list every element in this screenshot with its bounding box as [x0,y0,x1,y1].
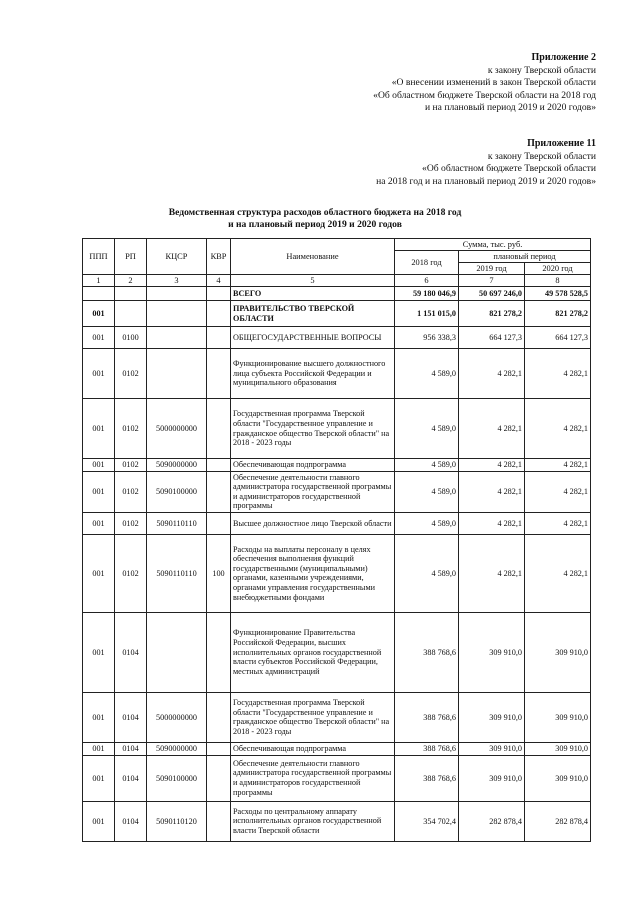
cell-2019: 4 282,1 [459,512,525,534]
table-row [83,692,591,742]
header-2019: 2019 год [459,263,525,275]
cell-kcsr: 5090100000 [147,471,207,512]
cell-ppp: 001 [83,512,115,534]
cell-name: ПРАВИТЕЛЬСТВО ТВЕРСКОЙ ОБЛАСТИ [231,301,395,327]
cell-2019: 309 910,0 [459,755,525,801]
appendix-11-title: Приложение 11 [527,138,596,149]
table-row [83,612,591,692]
cell-2018: 1 151 015,0 [395,301,459,327]
cell-ppp: 001 [83,534,115,612]
cell-2018: 388 768,6 [395,755,459,801]
cell-2018: 4 589,0 [395,399,459,459]
table-row [83,349,591,399]
cell-2018: 354 702,4 [395,801,459,841]
cell-kcsr [147,349,207,399]
cell-2018: 59 180 046,9 [395,287,459,301]
cell-rp: 0102 [115,512,147,534]
header-kcsr: КЦСР [147,239,207,275]
col-number: 7 [459,275,525,287]
cell-rp: 0102 [115,459,147,472]
cell-ppp [83,287,115,301]
budget-table [82,238,591,842]
cell-ppp: 001 [83,459,115,472]
cell-2020: 309 910,0 [525,755,591,801]
cell-rp: 0104 [115,692,147,742]
cell-2020: 4 282,1 [525,512,591,534]
cell-kvr [207,612,231,692]
appendix-2-line: и на плановый период 2019 и 2020 годов» [425,102,596,114]
cell-ppp: 001 [83,742,115,755]
cell-name: Расходы по центральному аппарату исполнительных органов государственной власти Тверской области [231,801,395,841]
col-number: 3 [147,275,207,287]
col-number: 8 [525,275,591,287]
cell-kvr: 100 [207,534,231,612]
cell-2019: 309 910,0 [459,742,525,755]
appendix-11-line: на 2018 год и на плановый период 2019 и 2020 годов» [376,175,596,187]
cell-kcsr: 5090000000 [147,459,207,472]
cell-kvr [207,692,231,742]
cell-kcsr: 5090110110 [147,534,207,612]
header-2020: 2020 год [525,263,591,275]
cell-2018: 388 768,6 [395,692,459,742]
appendix-11-header [376,138,596,188]
cell-rp: 0104 [115,801,147,841]
cell-name: Расходы на выплаты персоналу в целях обеспечения выполнения функций государственными (муниципальными) органами, казенными учреждениями, органами управления государственными внебюджетными фондами [231,534,395,612]
cell-2018: 388 768,6 [395,742,459,755]
cell-ppp: 001 [83,301,115,327]
col-number: 4 [207,275,231,287]
cell-kvr [207,512,231,534]
cell-2018: 4 589,0 [395,349,459,399]
cell-2019: 821 278,2 [459,301,525,327]
cell-2020: 309 910,0 [525,692,591,742]
cell-2020: 4 282,1 [525,349,591,399]
cell-kvr [207,471,231,512]
appendix-2-header [373,52,596,115]
cell-2019: 4 282,1 [459,534,525,612]
header-ppp: ППП [83,239,115,275]
cell-2018: 956 338,3 [395,327,459,349]
col-number: 5 [231,275,395,287]
cell-ppp: 001 [83,692,115,742]
cell-2019: 4 282,1 [459,399,525,459]
cell-kvr [207,349,231,399]
document-title-line: Ведомственная структура расходов областного бюджета на 2018 год [168,207,462,218]
header-kvr: КВР [207,239,231,275]
cell-kvr [207,459,231,472]
cell-kvr [207,301,231,327]
cell-rp: 0104 [115,755,147,801]
cell-2020: 4 282,1 [525,459,591,472]
cell-2020: 49 578 528,5 [525,287,591,301]
table-row [83,399,591,459]
cell-rp [115,287,147,301]
cell-name: Обеспечивающая подпрограмма [231,742,395,755]
cell-2020: 4 282,1 [525,534,591,612]
cell-ppp: 001 [83,327,115,349]
cell-rp [115,301,147,327]
cell-2018: 4 589,0 [395,459,459,472]
cell-ppp: 001 [83,399,115,459]
table-row [83,301,591,327]
cell-rp: 0102 [115,399,147,459]
cell-name: Обеспечение деятельности главного администратора государственной программы и администраторов государственной программы [231,471,395,512]
cell-kvr [207,801,231,841]
cell-2020: 309 910,0 [525,612,591,692]
cell-2019: 664 127,3 [459,327,525,349]
cell-kvr [207,399,231,459]
cell-2019: 4 282,1 [459,349,525,399]
cell-kcsr [147,287,207,301]
appendix-11-line: к закону Тверской области [487,150,596,162]
cell-ppp: 001 [83,755,115,801]
col-number: 2 [115,275,147,287]
cell-2020: 4 282,1 [525,399,591,459]
table-row [83,742,591,755]
cell-kcsr: 5090110110 [147,512,207,534]
cell-2018: 388 768,6 [395,612,459,692]
cell-2018: 4 589,0 [395,471,459,512]
document-title [130,207,500,231]
cell-2019: 282 878,4 [459,801,525,841]
cell-name: Функционирование высшего должностного лица субъекта Российской Федерации и муниципального образования [231,349,395,399]
cell-name: Высшее должностное лицо Тверской области [231,512,395,534]
cell-rp: 0100 [115,327,147,349]
cell-kvr [207,742,231,755]
cell-name: ВСЕГО [231,287,395,301]
cell-kcsr: 5090000000 [147,742,207,755]
cell-2018: 4 589,0 [395,512,459,534]
cell-kcsr: 5000000000 [147,399,207,459]
cell-kcsr [147,327,207,349]
cell-ppp: 001 [83,349,115,399]
appendix-2-line: «О внесении изменений в закон Тверской области [391,77,596,89]
cell-2018: 4 589,0 [395,534,459,612]
col-number: 6 [395,275,459,287]
appendix-2-title: Приложение 2 [531,52,596,63]
appendix-11-line: «Об областном бюджете Тверской области [422,163,596,175]
cell-2020: 821 278,2 [525,301,591,327]
cell-rp: 0102 [115,349,147,399]
cell-kvr [207,287,231,301]
appendix-2-line: к закону Тверской области [487,64,596,76]
table-row [83,755,591,801]
cell-kcsr: 5090100000 [147,755,207,801]
cell-kcsr [147,301,207,327]
cell-rp: 0104 [115,612,147,692]
cell-name: Функционирование Правительства Российской Федерации, высших исполнительных органов государственной власти субъектов Российской Федерации, местных администраций [231,612,395,692]
cell-ppp: 001 [83,801,115,841]
cell-2019: 50 697 246,0 [459,287,525,301]
table-row [83,471,591,512]
cell-name: Государственная программа Тверской области "Государственное управление и гражданское общество Тверской области" на 2018 - 2023 годы [231,692,395,742]
cell-rp: 0102 [115,534,147,612]
cell-2020: 282 878,4 [525,801,591,841]
cell-2020: 4 282,1 [525,471,591,512]
cell-kvr [207,327,231,349]
cell-name: Государственная программа Тверской области "Государственное управление и гражданское общество Тверской области" на 2018 - 2023 годы [231,399,395,459]
cell-name: Обеспечивающая подпрограмма [231,459,395,472]
cell-2020: 309 910,0 [525,742,591,755]
cell-name: Обеспечение деятельности главного администратора государственной программы и администраторов государственной программы [231,755,395,801]
header-name: Наименование [231,239,395,275]
table-row [83,512,591,534]
cell-2019: 309 910,0 [459,692,525,742]
cell-2019: 309 910,0 [459,612,525,692]
header-sum: Сумма, тыс. руб. [395,239,591,251]
col-number: 1 [83,275,115,287]
cell-name: ОБЩЕГОСУДАРСТВЕННЫЕ ВОПРОСЫ [231,327,395,349]
table-row [83,801,591,841]
cell-kvr [207,755,231,801]
cell-2019: 4 282,1 [459,471,525,512]
cell-kcsr: 5000000000 [147,692,207,742]
table-row [83,459,591,472]
cell-ppp: 001 [83,612,115,692]
cell-2020: 664 127,3 [525,327,591,349]
cell-ppp: 001 [83,471,115,512]
cell-2019: 4 282,1 [459,459,525,472]
table-row [83,287,591,301]
header-plan-period: плановый период [459,251,591,263]
table-row [83,534,591,612]
cell-rp: 0104 [115,742,147,755]
cell-rp: 0102 [115,471,147,512]
table-row [83,327,591,349]
header-rp: РП [115,239,147,275]
cell-kcsr: 5090110120 [147,801,207,841]
header-2018: 2018 год [395,251,459,275]
document-title-line: и на плановый период 2019 и 2020 годов [228,219,402,230]
cell-kcsr [147,612,207,692]
appendix-2-line: «Об областном бюджете Тверской области на 2018 год [373,89,596,101]
